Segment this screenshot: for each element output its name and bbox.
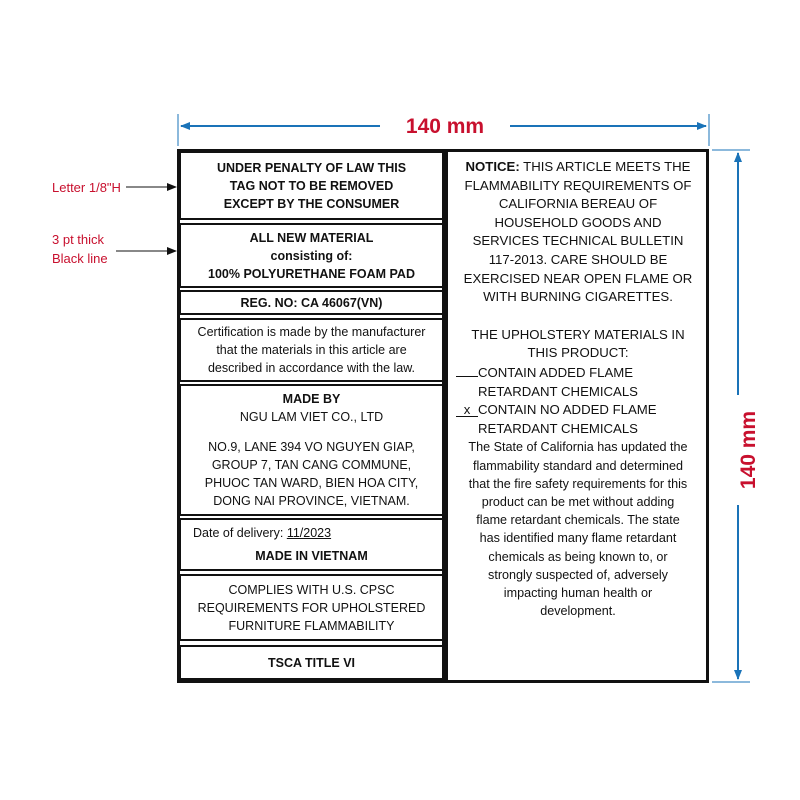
line-thickness-note: 3 pt thick Black line (52, 232, 108, 266)
letter-height-note: Letter 1/8"H (52, 180, 121, 195)
delivery-date-value: 11/2023 (286, 526, 332, 541)
state-line-3: that the fire safety requirements for this (468, 476, 688, 491)
flammability-notice-column (452, 158, 704, 678)
cpsc-compliance-box (179, 574, 444, 641)
state-line-6: has identified many flame retardant (479, 531, 677, 546)
notice-line-6: 117-2013. CARE SHOULD BE (488, 251, 668, 267)
width-dimension-label: 140 mm (380, 112, 510, 142)
upholstery-heading-line-2: THIS PRODUCT: (527, 345, 629, 361)
registration-number-box (179, 290, 444, 315)
option-no-added-checkbox: x (456, 403, 478, 417)
delivery-box (179, 518, 444, 571)
manufacturer-name: NGU LAM VIET CO., LTD (239, 410, 384, 424)
option-added-line-2: RETARDANT CHEMICALS (478, 383, 638, 399)
registration-number: REG. NO: CA 46067(VN) (240, 295, 383, 310)
notice-line-4: HOUSEHOLD GOODS AND (494, 214, 662, 230)
state-line-8: strongly suspected of, adversely (488, 567, 668, 582)
notice-line-7: EXERCISED NEAR OPEN FLAME OR (463, 270, 693, 286)
delivery-date-row (187, 524, 331, 542)
cpsc-line-3: FURNITURE FLAMMABILITY (228, 618, 395, 633)
height-dimension-label: 140 mm (733, 395, 765, 505)
tsca-box (179, 645, 444, 680)
option-no-added-line-2: RETARDANT CHEMICALS (478, 420, 638, 436)
address-line-3: PHUOC TAN WARD, BIEN HOA CITY, (204, 476, 419, 490)
state-statement (452, 438, 704, 620)
state-line-9: impacting human health or (503, 585, 653, 600)
notice-line-3: CALIFORNIA BEREAU OF (498, 196, 658, 212)
notice-label: NOTICE: (465, 159, 520, 174)
state-line-7: chemicals as being known to, or (488, 549, 668, 564)
state-line-1: The State of California has updated the (468, 440, 688, 455)
cpsc-line-1: COMPLIES WITH U.S. CPSC (228, 582, 395, 597)
address-line-2: GROUP 7, TAN CANG COMMUNE, (211, 458, 412, 472)
option-added-flame-retardant: CONTAIN ADDED FLAME (452, 363, 704, 383)
notice-line-1: NOTICE: THIS ARTICLE MEETS THE (465, 159, 691, 174)
certification-line-1: Certification is made by the manufacturer (197, 325, 426, 339)
penalty-notice-box (179, 151, 444, 220)
material-line-2: consisting of: (270, 248, 353, 263)
notice-line-2: FLAMMABILITY REQUIREMENTS OF (464, 177, 692, 193)
penalty-line-3: EXCEPT BY THE CONSUMER (223, 196, 400, 211)
material-content-box (179, 223, 444, 288)
cpsc-line-2: REQUIREMENTS FOR UPHOLSTERED (197, 600, 426, 615)
country-of-origin: MADE IN VIETNAM (255, 548, 368, 563)
certification-box (179, 318, 444, 382)
material-line-3: 100% POLYURETHANE FOAM PAD (208, 266, 415, 281)
certification-line-3: described in accordance with the law. (207, 361, 416, 375)
option-no-added-flame-retardant: x CONTAIN NO ADDED FLAME (452, 401, 704, 420)
tsca-title: TSCA TITLE VI (267, 655, 356, 670)
delivery-date-label: Date of delivery: (193, 526, 284, 541)
material-line-1: ALL NEW MATERIAL (249, 230, 374, 245)
state-line-4: product can be met without adding (481, 494, 675, 509)
penalty-line-2: TAG NOT TO BE REMOVED (229, 178, 394, 193)
penalty-line-1: UNDER PENALTY OF LAW THIS (216, 160, 407, 175)
notice-line-5: SERVICES TECHNICAL BULLETIN (472, 233, 684, 249)
address-line-1: NO.9, LANE 394 VO NGUYEN GIAP, (208, 440, 415, 454)
certification-line-2: that the materials in this article are (216, 343, 407, 357)
option-added-checkbox (456, 363, 478, 377)
state-line-10: development. (540, 604, 616, 619)
upholstery-heading-line-1: THE UPHOLSTERY MATERIALS IN (471, 326, 685, 342)
made-by-heading: MADE BY (282, 392, 341, 406)
notice-line-8: WITH BURNING CIGARETTES. (483, 289, 673, 305)
manufacturer-box (179, 384, 444, 516)
state-line-2: flammability standard and determined (472, 458, 683, 473)
address-line-4: DONG NAI PROVINCE, VIETNAM. (213, 494, 410, 508)
state-line-5: flame retardant chemicals. The state (476, 513, 680, 528)
